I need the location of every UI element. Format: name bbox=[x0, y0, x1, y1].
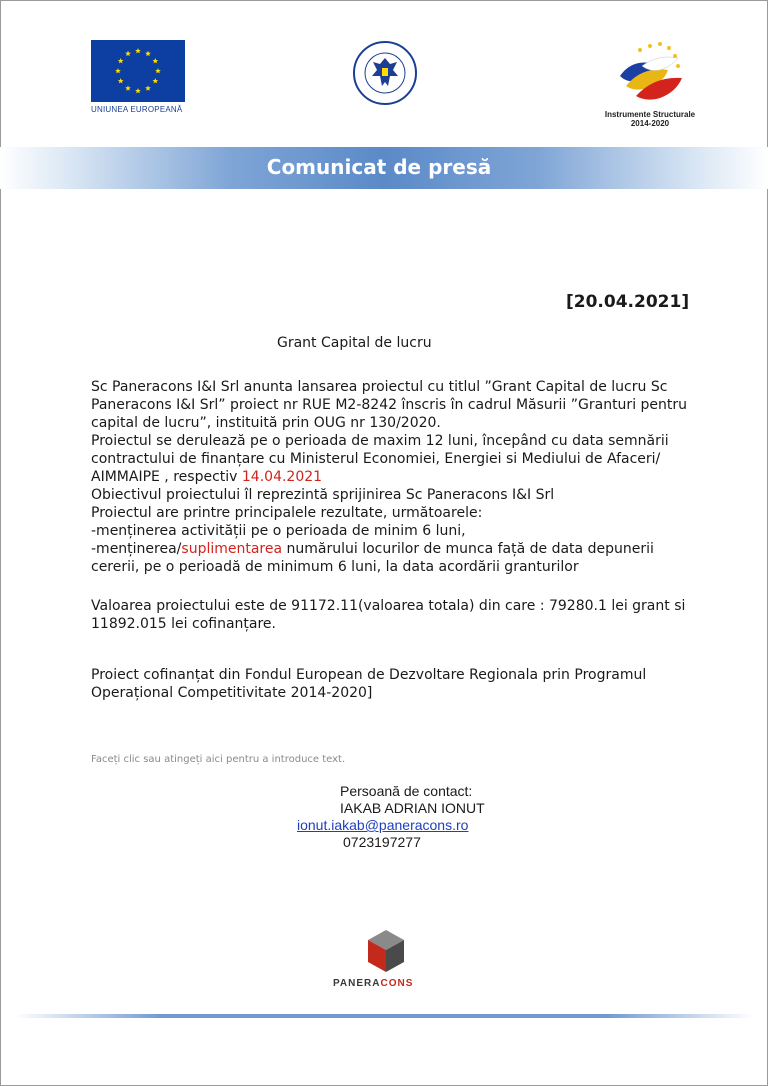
press-release-title: Comunicat de presă bbox=[266, 155, 492, 179]
contact-phone: 0723197277 bbox=[343, 834, 421, 850]
jobs-text-highlight: suplimentarea bbox=[181, 541, 283, 557]
brand-part2: CONS bbox=[380, 978, 414, 989]
is-label-line1: Instrumente Structurale bbox=[604, 110, 696, 119]
instrumente-structurale-label bbox=[600, 110, 700, 128]
body-paragraph-objective: Obiectivul proiectului îl reprezintă sprijinirea Sc Paneracons I&I Srl bbox=[91, 487, 555, 503]
cofinanced-statement: Proiect cofinanțat din Fondul European de Dezvoltare Regionala prin Programul Operațional Competitivitate 2014-2020] bbox=[91, 667, 647, 701]
body-paragraph-duration bbox=[91, 432, 691, 486]
release-date: [20.04.2021] bbox=[566, 292, 690, 312]
body-text bbox=[91, 378, 691, 576]
duration-text: Proiectul se derulează pe o perioada de maxim 12 luni, începând cu data semnării contractului de finanțare cu Ministerul Economiei, Energiei si Mediului de Afaceri/ AIMMAIPE , respectiv bbox=[91, 433, 669, 485]
contact-name: IAKAB ADRIAN IONUT bbox=[340, 800, 485, 816]
text-placeholder-field[interactable]: Faceți clic sau atingeți aici pentru a introduce text. bbox=[91, 754, 346, 765]
eu-label: UNIUNEA EUROPEANĂ bbox=[91, 105, 183, 114]
result-item-activity: -menținerea activității pe o perioada de minim 6 luni, bbox=[91, 523, 466, 539]
is-label-line2: 2014-2020 bbox=[630, 119, 670, 128]
body-paragraph-intro: Sc Paneracons I&I Srl anunta lansarea proiectul cu titlul ”Grant Capital de lucru Sc Paneracons I&I Srl” proiect nr RUE M2-8242 înscris în cadrul Măsurii ”Granturi pentru capital de lucru”, instituită prin OUG nr 130/2020. bbox=[91, 379, 688, 431]
romanian-government-seal-logo bbox=[352, 40, 418, 106]
instrumente-structurale-logo bbox=[612, 36, 692, 108]
contact-block bbox=[290, 783, 490, 851]
brand-part1: PANERA bbox=[333, 978, 381, 989]
project-value-text: Valoarea proiectului este de 91172.11(valoarea totala) din care : 79280.1 lei grant si 11892.015 lei cofinanțare. bbox=[91, 598, 686, 632]
contact-label: Persoană de contact: bbox=[340, 783, 473, 799]
jobs-text-b: numărului locurilor de munca față de data depunerii cererii, pe o perioadă de minimum 6 luni, la data acordării granturilor bbox=[91, 541, 654, 575]
paneracons-cube-logo bbox=[366, 928, 406, 974]
contact-email-link[interactable]: ionut.iakab@paneracons.ro bbox=[297, 817, 469, 833]
contract-date: 14.04.2021 bbox=[241, 469, 323, 485]
jobs-text-a: -menținerea/ bbox=[91, 541, 182, 557]
body-paragraph-results: Proiectul are printre principalele rezultate, următoarele: bbox=[91, 505, 483, 521]
eu-flag-logo bbox=[91, 40, 185, 102]
result-item-jobs bbox=[91, 540, 691, 576]
project-subtitle: Grant Capital de lucru bbox=[277, 335, 432, 351]
paneracons-wordmark bbox=[333, 978, 413, 989]
footer-divider bbox=[15, 1014, 753, 1018]
